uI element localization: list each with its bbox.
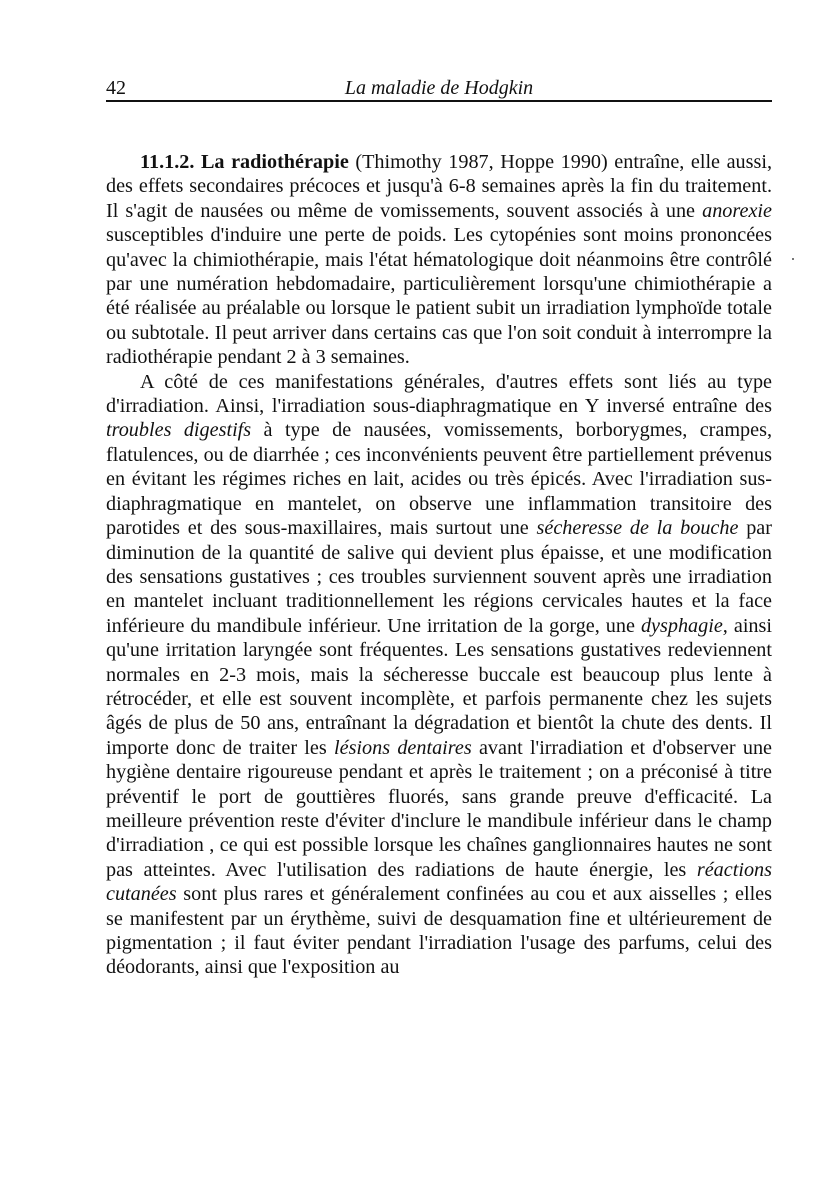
paragraph-2 <box>106 370 772 980</box>
running-title: La maladie de Hodgkin <box>344 77 534 99</box>
body-text <box>106 150 772 980</box>
section-heading <box>140 151 349 173</box>
emphasis-term: sécheresse de la bouche <box>536 517 739 540</box>
section-title: La radiothérapie <box>200 151 349 173</box>
book-page <box>106 76 772 980</box>
emphasis-term: lésions dentaires <box>334 736 472 759</box>
paragraph-1 <box>106 150 772 370</box>
text-run: susceptibles d'induire une perte de poids. Les cytopénies sont moins prononcées qu'avec la chimiothérapie, mais l'état hématologique doit néanmoins être contrôlé par une numération hebdomadaire, particulièrement lorsqu'une chimiothérapie a été réalisée au préalable ou lorsque le patient subit un irradiation lymphoïde totale ou subtotale. Il peut arriver dans certains cas que l'on soit conduit à interrompre la radiothérapie pendant 2 à 3 semaines. <box>106 224 772 369</box>
emphasis-term: réactions cutanées <box>106 858 772 906</box>
text-run: (Thimothy 1987, Hoppe 1990) entraîne, elle aussi, des effets secondaires précoces et jusqu'à 6-8 semaines après la fin du traitement. Il s'agit de nausées ou même de vomissements, souvent associés à une <box>106 151 772 222</box>
running-head <box>106 76 772 100</box>
emphasis-term: dysphagie, <box>640 614 728 637</box>
text-run: ainsi qu'une irritation laryngée sont fréquentes. Les sensations gustatives redeviennent normales en 2-3 mois, mais la sécheresse buccale est beaucoup plus lente à rétrocéder, et elle est souvent incomplète, et parfois permanente chez les sujets âgés de plus de 50 ans, entraînant la dégradation et bientôt la chute des dents. Il importe donc de traiter les <box>106 614 772 759</box>
text-run: sont plus rares et généralement confinées au cou et aux aisselles ; elles se manifestent par un érythème, suivi de desquamation fine et ultérieurement de pigmentation ; il faut éviter pendant l'irradiation l'usage des parfums, celui des déodorants, ainsi que l'exposition au <box>106 883 772 979</box>
text-run: avant l'irradiation et d'observer une hygiène dentaire rigoureuse pendant et après le traitement ; on a préconisé à titre préventif le port de gouttières fluorés, sans grande preuve d'efficacité. La meilleure prévention reste d'éviter d'inclure le mandibule inférieur dans le champ d'irradiation , ce qui est possible lorsque les chaînes ganglionnaires hautes ne sont pas atteintes. Avec l'utilisation des radiations de haute énergie, les <box>106 736 772 881</box>
header-rule <box>106 100 772 102</box>
page-number: 42 <box>106 77 126 99</box>
emphasis-term: anorexie <box>702 199 772 222</box>
text-run: A côté de ces manifestations générales, d'autres effets sont liés au type d'irradiation. Ainsi, l'irradiation sous-diaphragmatique en Y inversé entraîne des <box>106 370 772 418</box>
emphasis-term: troubles digestifs <box>106 419 252 442</box>
text-run: par diminution de la quantité de salive qui devient plus épaisse, et une modification des sensations gustatives ; ces troubles surviennent souvent après une irradiation en mantelet incluant traditionnellement les régions cervicales hautes et la face inférieure du mandibule inférieur. Une irritation de la gorge, une <box>106 517 772 637</box>
section-number: 11.1.2. <box>140 151 195 173</box>
scan-speck <box>792 258 794 260</box>
text-run: à type de nausées, vomissements, borborygmes, crampes, flatulences, ou de diarrhée ; ces inconvénients peuvent être partiellement prévenus en évitant les régimes riches en lait, acides ou très épicés. Avec l'irradiation sus-diaphragmatique en mantelet, on observe une inflammation transitoire des parotides et des sous-maxillaires, mais surtout une <box>106 419 772 540</box>
